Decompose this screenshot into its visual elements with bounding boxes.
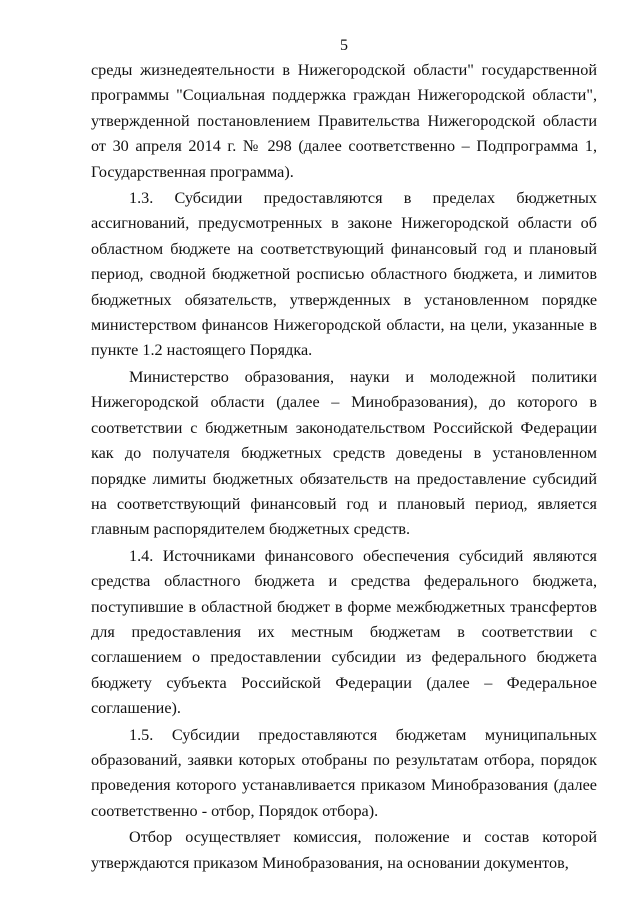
paragraph-ministry-role: Министерство образования, науки и молодежной политики Нижегородской области (далее – Минобразования), до которого в соответствии с бюджетным законодательством Российской Федерации как до получателя бюджетных средств доведены в установленном порядке лимиты бюджетных обязательств на предоставление субсидий на соответствующий финансовый год и плановый период, является главным распорядителем бюджетных средств. bbox=[91, 367, 597, 539]
paragraph-1-5-subsidy-recipients: 1.5. Субсидии предоставляются бюджетам муниципальных образований, заявки которых отобраны по результатам отбора, порядок проведения которого устанавливается приказом Минобразования (далее соответственно - отбор, Порядок отбора). bbox=[91, 725, 597, 820]
document-page bbox=[91, 0, 597, 905]
page-number: 5 bbox=[340, 37, 348, 54]
paragraph-1-3-subsidy-limits: 1.3. Субсидии предоставляются в пределах бюджетных ассигнований, предусмотренных в законе Нижегородской области об областном бюджете на соответствующий финансовый год и плановый период, сводной бюджетной росписью областного бюджета, и лимитов бюджетных обязательств, утвержденных в установленном порядке министерством финансов Нижегородской области, на цели, указанные в пункте 1.2 настоящего Порядка. bbox=[91, 189, 597, 360]
document-body bbox=[91, 58, 597, 876]
paragraph-selection-commission: Отбор осуществляет комиссия, положение и состав которой утверждаются приказом Минобразования, на основании документов, bbox=[91, 828, 597, 872]
paragraph-subprogram-reference: среды жизнедеятельности в Нижегородской области" государственной программы "Социальная поддержка граждан Нижегородской области", утвержденной постановлением Правительства Нижегородской области от 30 апреля 2014 г. № 298 (далее соответственно – Подпрограмма 1, Государственная программа). bbox=[91, 61, 597, 181]
paragraph-1-4-funding-sources: 1.4. Источниками финансового обеспечения субсидий являются средства областного бюджета и средства федерального бюджета, поступившие в областной бюджет в форме межбюджетных трансфертов для предоставления их местным бюджетам в соответствии с соглашением о предоставлении субсидии из федерального бюджета бюджету субъекта Российской Федерации (далее – Федеральное соглашение). bbox=[91, 546, 597, 718]
